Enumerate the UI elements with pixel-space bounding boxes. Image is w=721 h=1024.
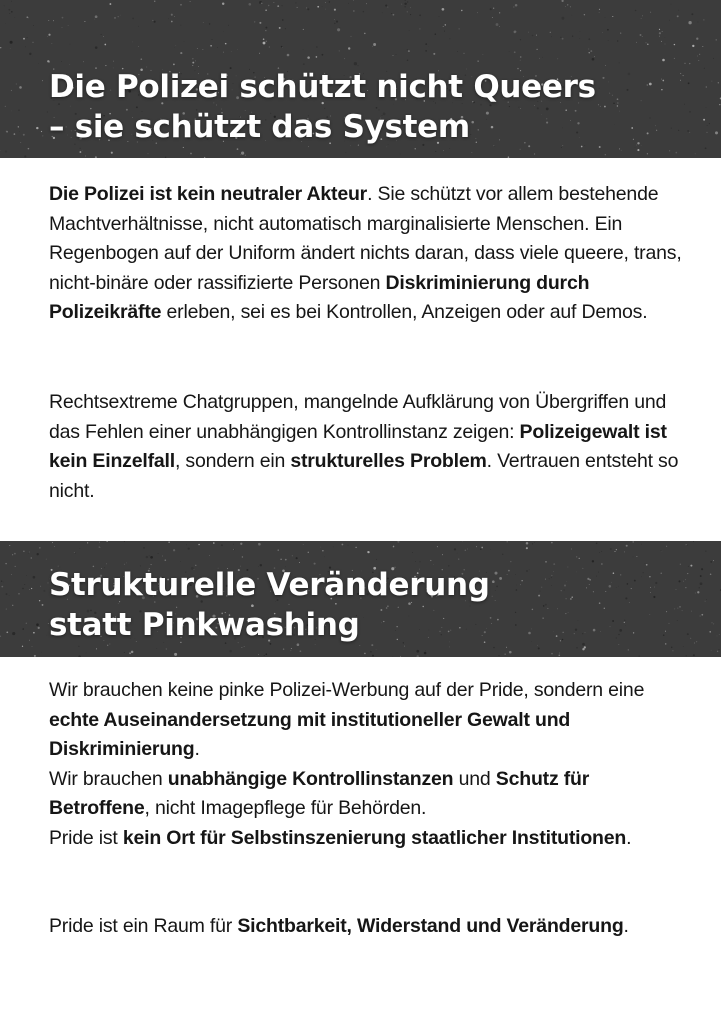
text-run: . xyxy=(623,915,629,937)
text-run: . Vertrauen entsteht so nicht. xyxy=(49,450,679,502)
section-1-paragraph-2 xyxy=(49,388,689,506)
section-1-heading: Die Polizei schützt nicht Queers – sie schützt das System xyxy=(49,69,596,145)
section-1-paragraph-1 xyxy=(49,180,689,328)
section-2-heading: Strukturelle Veränderung statt Pinkwashing xyxy=(49,567,490,643)
text-run: . Sie schützt vor allem bestehende Machtverhältnisse, nicht automatisch marginalisierte Menschen. Ein Regenbogen auf der Uniform ändert nichts daran, dass viele queere, trans, nicht-binäre oder rassifizierte Personen xyxy=(49,183,682,294)
emphasis-text: Sichtbarkeit, Widerstand und Veränderung xyxy=(237,915,624,937)
text-run: , nicht Imagepflege für Behörden. xyxy=(144,797,427,819)
text-run: und xyxy=(453,767,496,790)
emphasis-text: Schutz für Betroffene xyxy=(49,767,590,819)
section-2-paragraph-2 xyxy=(49,912,689,942)
text-run: . xyxy=(626,826,632,849)
text-run: Wir brauchen xyxy=(49,767,168,790)
emphasis-text: unabhängige Kontrollinstanzen xyxy=(167,767,454,790)
text-run: . xyxy=(194,738,200,760)
emphasis-text: Polizeigewalt ist kein Einzelfall xyxy=(49,420,667,472)
text-run: Pride ist ein Raum für xyxy=(49,915,238,937)
emphasis-text: Die Polizei ist kein neutraler Akteur xyxy=(49,183,368,205)
text-run: Pride ist xyxy=(49,826,123,849)
text-run: erleben, sei es bei Kontrollen, Anzeigen oder auf Demos. xyxy=(161,301,648,323)
text-run: , sondern ein xyxy=(174,450,291,472)
section-2-paragraph-1 xyxy=(49,676,689,853)
emphasis-text: kein Ort für Selbstinszenierung staatlicher Institutionen xyxy=(122,826,627,849)
emphasis-text: strukturelles Problem xyxy=(290,450,487,472)
emphasis-text: Diskriminierung durch Polizeikräfte xyxy=(49,271,590,323)
text-run: Rechtsextreme Chatgruppen, mangelnde Aufklärung von Übergriffen und das Fehlen einer unabhängigen Kontrollinstanz zeigen: xyxy=(49,391,667,443)
text-run: Wir brauchen keine pinke Polizei-Werbung auf der Pride, sondern eine xyxy=(49,679,645,701)
section-2-banner xyxy=(0,541,721,657)
section-1-banner xyxy=(0,0,721,158)
emphasis-text: echte Auseinandersetzung mit institutioneller Gewalt und Diskriminierung xyxy=(49,708,571,760)
